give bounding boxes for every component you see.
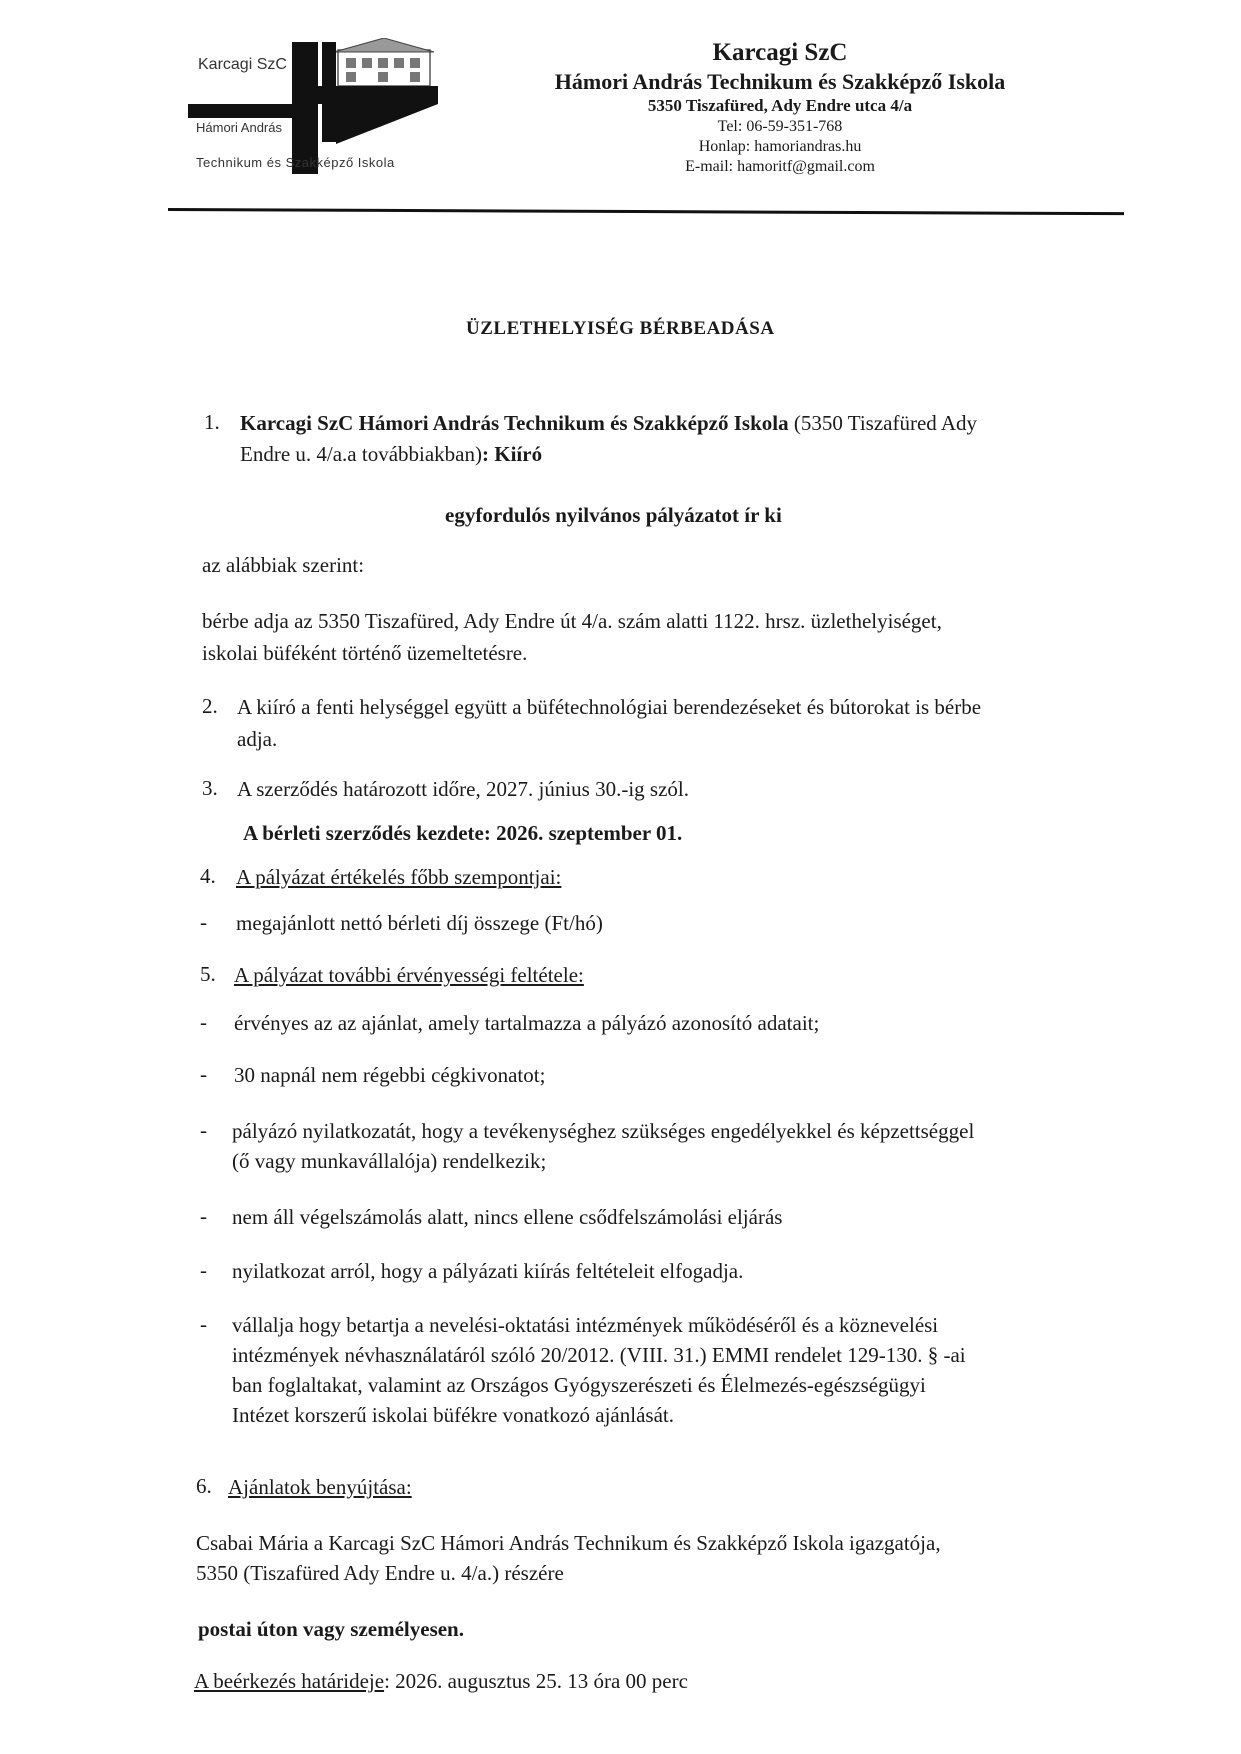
section-1-address-cont: Endre u. 4/a.a továbbiakban) (240, 442, 482, 466)
section-4-number: 4. (200, 864, 216, 888)
section-1-address: (5350 Tiszafüred Ady (788, 411, 978, 435)
section-1-line2 (240, 441, 542, 467)
section-1-paragraph-2: iskolai büféként történő üzemeltetésre. (202, 641, 528, 665)
section-1-sub: az alábbiak szerint: (202, 553, 365, 577)
header-address: 5350 Tiszafüred, Ady Endre utca 4/a (647, 96, 913, 115)
header-org: Karcagi SzC (712, 39, 848, 66)
deadline-value: : 2026. augusztus 25. 13 óra 00 perc (384, 1669, 688, 1693)
document-title: ÜZLETHELYISÉG BÉRBEADÁSA (466, 318, 775, 339)
header-phone: Tel: 06-59-351-768 (717, 118, 843, 135)
bullet-dash: - (200, 1258, 207, 1282)
section-6-line2: 5350 (Tiszafüred Ady Endre u. 4/a.) részére (196, 1561, 564, 1585)
section-5-item-6c: ban foglaltakat, valamint az Országos Gyógyszerészeti és Élelmezés-egészségügyi (232, 1373, 926, 1397)
section-5-item-2: 30 napnál nem régebbi cégkivonatot; (234, 1063, 546, 1087)
section-1-issuer: Karcagi SzC Hámori András Technikum és Szakképző Iskola (240, 411, 789, 435)
deadline-label: A beérkezés határideje (194, 1669, 385, 1693)
section-2-line1: A kiíró a fenti helységgel együtt a büfétechnológiai berendezéseket és bútorokat is bérbe (237, 695, 982, 719)
header-email: E-mail: hamoritf@gmail.com (685, 158, 875, 175)
section-5-item-3a: pályázó nyilatkozatát, hogy a tevékenységhez szükséges engedélyekkel és képzettséggel (232, 1119, 975, 1143)
section-5-item-3b: (ő vagy munkavállalója) rendelkezik; (232, 1149, 547, 1173)
school-building-icon (334, 38, 434, 86)
section-2-number: 2. (202, 694, 218, 718)
header-web: Honlap: hamoriandras.hu (698, 138, 862, 155)
bullet-dash: - (200, 1118, 207, 1142)
logo-text-name: Hámori András (196, 120, 282, 135)
section-3-line1: A szerződés határozott időre, 2027. június 30.-ig szól. (237, 777, 689, 801)
section-3-start-date: A bérleti szerződés kezdete: 2026. szeptember 01. (243, 821, 683, 845)
logo-text-school: Technikum és Szakképző Iskola (196, 155, 395, 170)
section-5-item-4: nem áll végelszámolás alatt, nincs ellene csődfelszámolási eljárás (232, 1205, 783, 1229)
header-divider (168, 208, 1124, 215)
section-2-line2: adja. (237, 727, 278, 751)
section-6-deadline (194, 1668, 688, 1694)
section-6-number: 6. (196, 1474, 212, 1498)
section-1-tender-type: egyfordulós nyilvános pályázatot ír ki (445, 503, 782, 527)
bullet-dash: - (200, 1010, 207, 1034)
section-5-item-6d: Intézet korszerű iskolai büfékre vonatkozó ajánlását. (232, 1403, 674, 1427)
section-6-heading: Ajánlatok benyújtása: (228, 1475, 412, 1499)
section-1-line1 (240, 410, 977, 436)
section-5-item-6a: vállalja hogy betartja a nevelési-oktatási intézmények működéséről és a köznevelési (232, 1313, 939, 1337)
bullet-dash: - (200, 1062, 207, 1086)
header-school: Hámori András Technikum és Szakképző Iskola (554, 69, 1006, 94)
bullet-dash: - (200, 1204, 207, 1228)
section-6-line1: Csabai Mária a Karcagi SzC Hámori András Technikum és Szakképző Iskola igazgatója, (196, 1531, 941, 1555)
section-1-paragraph-1: bérbe adja az 5350 Tiszafüred, Ady Endre út 4/a. szám alatti 1122. hrsz. üzlethelyiséget, (202, 609, 942, 633)
section-5-number: 5. (200, 962, 216, 986)
section-5-item-6b: intézmények névhasználatáról szóló 20/2012. (VIII. 31.) EMMI rendelet 129-130. § -ai (232, 1343, 966, 1367)
section-4-heading: A pályázat értékelés főbb szempontjai: (236, 865, 562, 889)
section-5-heading: A pályázat további érvényességi feltétele: (234, 963, 584, 987)
section-5-item-5: nyilatkozat arról, hogy a pályázati kiírás feltételeit elfogadja. (232, 1259, 744, 1283)
bullet-dash: - (200, 1312, 207, 1336)
logo-text-org: Karcagi SzC (198, 56, 287, 73)
section-6-delivery: postai úton vagy személyesen. (198, 1617, 464, 1641)
section-5-item-1: érvényes az az ajánlat, amely tartalmazza a pályázó azonosító adatait; (234, 1011, 820, 1035)
section-4-item-1: megajánlott nettó bérleti díj összege (Ft/hó) (236, 911, 603, 935)
section-1-number: 1. (204, 410, 220, 434)
letterhead (520, 38, 1040, 177)
section-3-number: 3. (202, 776, 218, 800)
bullet-dash: - (200, 910, 207, 934)
section-1-issuer-role: : Kiíró (482, 442, 543, 466)
